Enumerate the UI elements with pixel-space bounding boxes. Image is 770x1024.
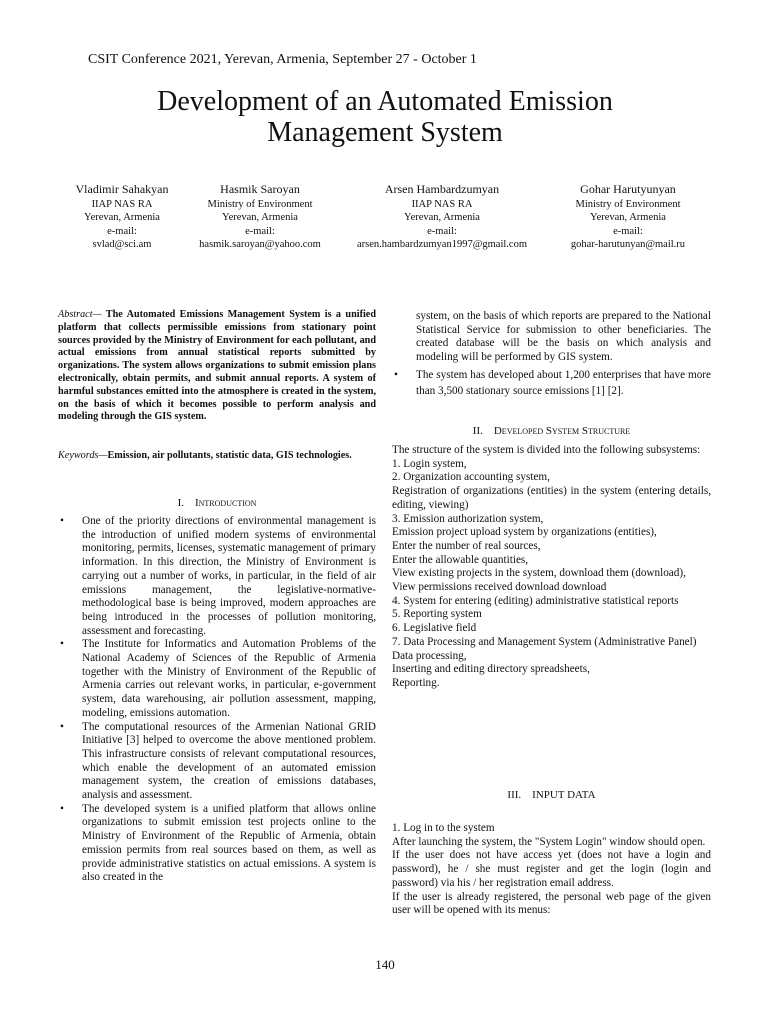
- author-affiliation: IIAP NAS RA: [411, 198, 473, 210]
- list-item: Enter the allowable quantities,: [392, 553, 529, 566]
- section-heading-introduction: [58, 497, 376, 509]
- paragraph: If the user does not have access yet (does not have a login and password), he / she must register and get the login (login and password) via his / her registration email address.: [392, 849, 711, 889]
- keywords-text: Emission, air pollutants, statistic data, GIS technologies.: [107, 450, 352, 461]
- list-item: • The computational resources of the Armenian National GRID Initiative [3] helped to overcome the above mentioned problem. This infrastructure consists of relevant computational resources, which enable the development of an automated emission management system, the creation of emissions databases, analysis and assessment.: [58, 721, 376, 803]
- list-item: Reporting.: [392, 676, 440, 689]
- section-heading-structure: [392, 425, 711, 437]
- author-location: Yerevan, Armenia: [84, 212, 160, 224]
- list-item: Emission project upload system by organizations (entities),: [392, 526, 657, 539]
- title-line-2: Management System: [267, 117, 503, 148]
- section-title: Introduction: [194, 497, 257, 509]
- author-affiliation: Ministry of Environment: [207, 198, 313, 210]
- list-item: Data processing,: [392, 649, 467, 662]
- author-name: Vladimir Sahakyan: [75, 182, 169, 196]
- author-location: Yerevan, Armenia: [222, 212, 298, 224]
- author-name: Gohar Harutyunyan: [580, 182, 676, 196]
- author-affiliation: Ministry of Environment: [575, 198, 681, 210]
- structure-intro: The structure of the system is divided into the following subsystems:: [392, 444, 701, 456]
- abstract: [58, 309, 376, 424]
- list-item: 5. Reporting system: [392, 608, 482, 621]
- list-item: View permissions received download download: [392, 581, 607, 594]
- author-email: gohar-harutunyan@mail.ru: [570, 239, 686, 251]
- section-number: II.: [472, 425, 483, 437]
- page-number: 140: [375, 957, 395, 972]
- list-item: • The developed system is a unified platform that allows online organizations to submit emission test projects online to the Ministry of Environment of the Republic of Armenia, obtain emission permits from real sources based on them, as well as provide administrative statistics on actual emissions. A system is also created in the: [58, 803, 376, 885]
- structure-body: [392, 444, 711, 691]
- conference-header: CSIT Conference 2021, Yerevan, Armenia, September 27 - October 1: [88, 52, 477, 67]
- section-title: INPUT DATA: [532, 789, 596, 801]
- author-affiliation: IIAP NAS RA: [91, 198, 153, 210]
- introduction-body: [58, 515, 376, 885]
- list-item: • The Institute for Informatics and Automation Problems of the National Academy of Sciences of the Republic of Armenia together with the Ministry of Environment of the Republic of Armenia carries out relevant works, in particular, e-government system, data warehousing, air pollution assessment, mapping, modeling, emissions automation.: [58, 638, 376, 720]
- paragraph: After launching the system, the "System Login" window should open.: [392, 835, 706, 848]
- keywords-label: Keywords—: [58, 450, 108, 461]
- author-location: Yerevan, Armenia: [590, 212, 666, 224]
- keywords: [58, 450, 376, 463]
- author-email: svlad@sci.am: [92, 239, 152, 251]
- title-line-1: Development of an Automated Emission: [157, 86, 613, 117]
- section-number: I.: [177, 497, 184, 509]
- author-email-label: e-mail:: [107, 225, 137, 237]
- list-item: Inserting and editing directory spreadsheets,: [392, 663, 590, 676]
- author-email: arsen.hambardzumyan1997@gmail.com: [356, 239, 528, 251]
- paper-title: [0, 86, 770, 148]
- section-title: Developed System Structure: [493, 425, 631, 437]
- list-item: 7. Data Processing and Management System (Administrative Panel): [392, 635, 697, 648]
- input-data-body: [392, 822, 711, 918]
- section-heading-input-data: [392, 789, 711, 801]
- list-item: 4. System for entering (editing) administrative statistical reports: [392, 594, 679, 607]
- list-item: 3. Emission authorization system,: [392, 512, 544, 525]
- list-item: Registration of organizations (entities) in the system (entering details, editing, viewing): [392, 485, 711, 511]
- right-column-top: [392, 310, 711, 399]
- author-email-label: e-mail:: [245, 225, 275, 237]
- paragraph: If the user is already registered, the personal web page of the given user will be opened with its menus:: [392, 890, 711, 917]
- list-item: View existing projects in the system, download them (download),: [392, 567, 686, 580]
- author-email-label: e-mail:: [613, 225, 643, 237]
- list-item: • One of the priority directions of environmental management is the introduction of unified modern systems of environmental monitoring, permits, licenses, systematic management of primary information. In this direction, the Ministry of Environment is carrying out a number of works, in particular, in the field of air emissions management, the legislative-normative-methodological base is being improved, modern approaches are being introduced in the processes of pollution monitoring, assessment and forecasting.: [58, 515, 376, 638]
- list-item: • The system has developed about 1,200 enterprises that have more than 3,500 stationary source emissions [1] [2].: [392, 367, 711, 399]
- list-item: 2. Organization accounting system,: [392, 471, 550, 484]
- author-location: Yerevan, Armenia: [404, 212, 480, 224]
- author-name: Arsen Hambardzumyan: [384, 182, 500, 196]
- author-block-4: [533, 183, 723, 252]
- author-email: hasmik.saroyan@yahoo.com: [199, 239, 321, 251]
- list-item: 6. Legislative field: [392, 622, 477, 635]
- abstract-label: Abstract—: [58, 309, 102, 320]
- author-email-label: e-mail:: [427, 225, 457, 237]
- section-number: III.: [507, 789, 522, 801]
- list-item: 1. Login system,: [392, 457, 467, 470]
- author-name: Hasmik Saroyan: [220, 182, 300, 196]
- author-block-3: [347, 183, 537, 252]
- abstract-text: The Automated Emissions Management System is a unified platform that collects permissible emissions from stationary point sources provided by the Ministry of Environment for each pollutant, and actual emissions from annual statistical reports submitted by organizations. The system allows organizations to submit emission plans electronically, obtain permits, and submit annual reports. A system of harmful substances emitted into the atmosphere is created in the system, on the basis of which it becomes possible to perform analysis and modeling through the GIS system.: [58, 309, 376, 423]
- continued-paragraph: system, on the basis of which reports are prepared to the National Statistical Service for submission to other beneficiaries. The created database will be the basis on which analysis and modeling will be performed by GIS system.: [416, 310, 711, 364]
- author-block-2: [165, 183, 355, 252]
- list-item: Enter the number of real sources,: [392, 539, 541, 552]
- paragraph: 1. Log in to the system: [392, 822, 495, 834]
